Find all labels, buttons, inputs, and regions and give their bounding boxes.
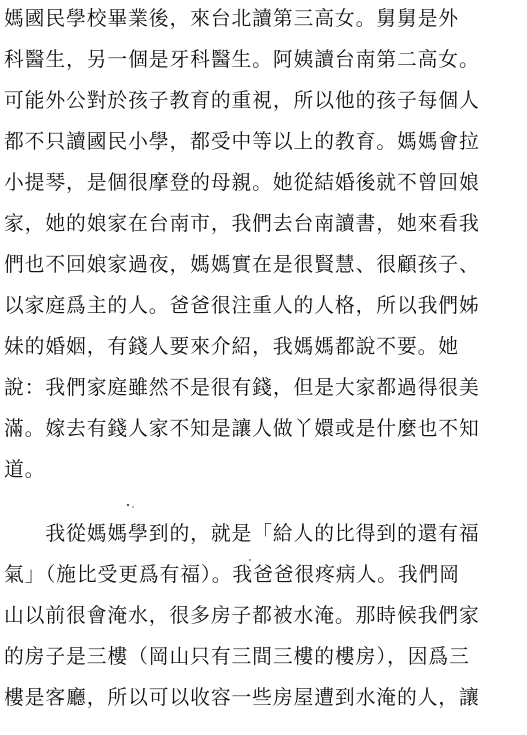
paragraph2-line-2: 氣」（施比受更爲有福）。我爸爸很疼病人。我們岡	[4, 563, 460, 586]
paragraph1-line-5: 小提琴，是個很摩登的母親。她從結婚後就不曾回娘	[4, 171, 480, 194]
paragraph2-line-1: 我從媽媽學到的，就是「給人的比得到的還有福	[4, 522, 480, 545]
paragraph1-line-8: 以家庭爲主的人。爸爸很注重人的人格，所以我們姊	[4, 294, 480, 317]
paragraph1-line-10: 說：我們家庭雖然不是很有錢，但是大家都過得很美	[4, 376, 480, 399]
paragraph1-line-7: 們也不回娘家過夜，媽媽實在是很賢慧、很顧孩子、	[4, 253, 480, 276]
paragraph1-line-4: 都不只讀國民小學，都受中等以上的教育。媽媽會拉	[4, 130, 480, 153]
paragraph2-line-3: 山以前很會淹水，很多房子都被水淹。那時候我們家	[4, 604, 480, 627]
paragraph1-line-2: 科醫生，另一個是牙科醫生。阿姨讀台南第二高女。	[4, 48, 480, 71]
paragraph1-line-3: 可能外公對於孩子教育的重視，所以他的孩子每個人	[4, 89, 480, 112]
paragraph1-line-9: 妹的婚姻，有錢人要來介紹，我媽媽都說不要。她	[4, 335, 459, 358]
paragraph2-line-4: 的房子是三樓（岡山只有三間三樓的樓房），因爲三	[4, 645, 470, 668]
paragraph1-line-11: 滿。嫁去有錢人家不知是讓人做丫嬛或是什麼也不知	[4, 417, 480, 440]
paragraph1-line-6: 家，她的娘家在台南市，我們去台南讀書，她來看我	[4, 212, 480, 235]
paragraph1-line-1: 媽國民學校畢業後，來台北讀第三高女。舅舅是外	[4, 7, 459, 30]
paragraph2-line-5: 樓是客廳，所以可以收容一些房屋遭到水淹的人，讓	[4, 686, 480, 709]
paragraph1-line-12: 道。	[4, 458, 46, 481]
